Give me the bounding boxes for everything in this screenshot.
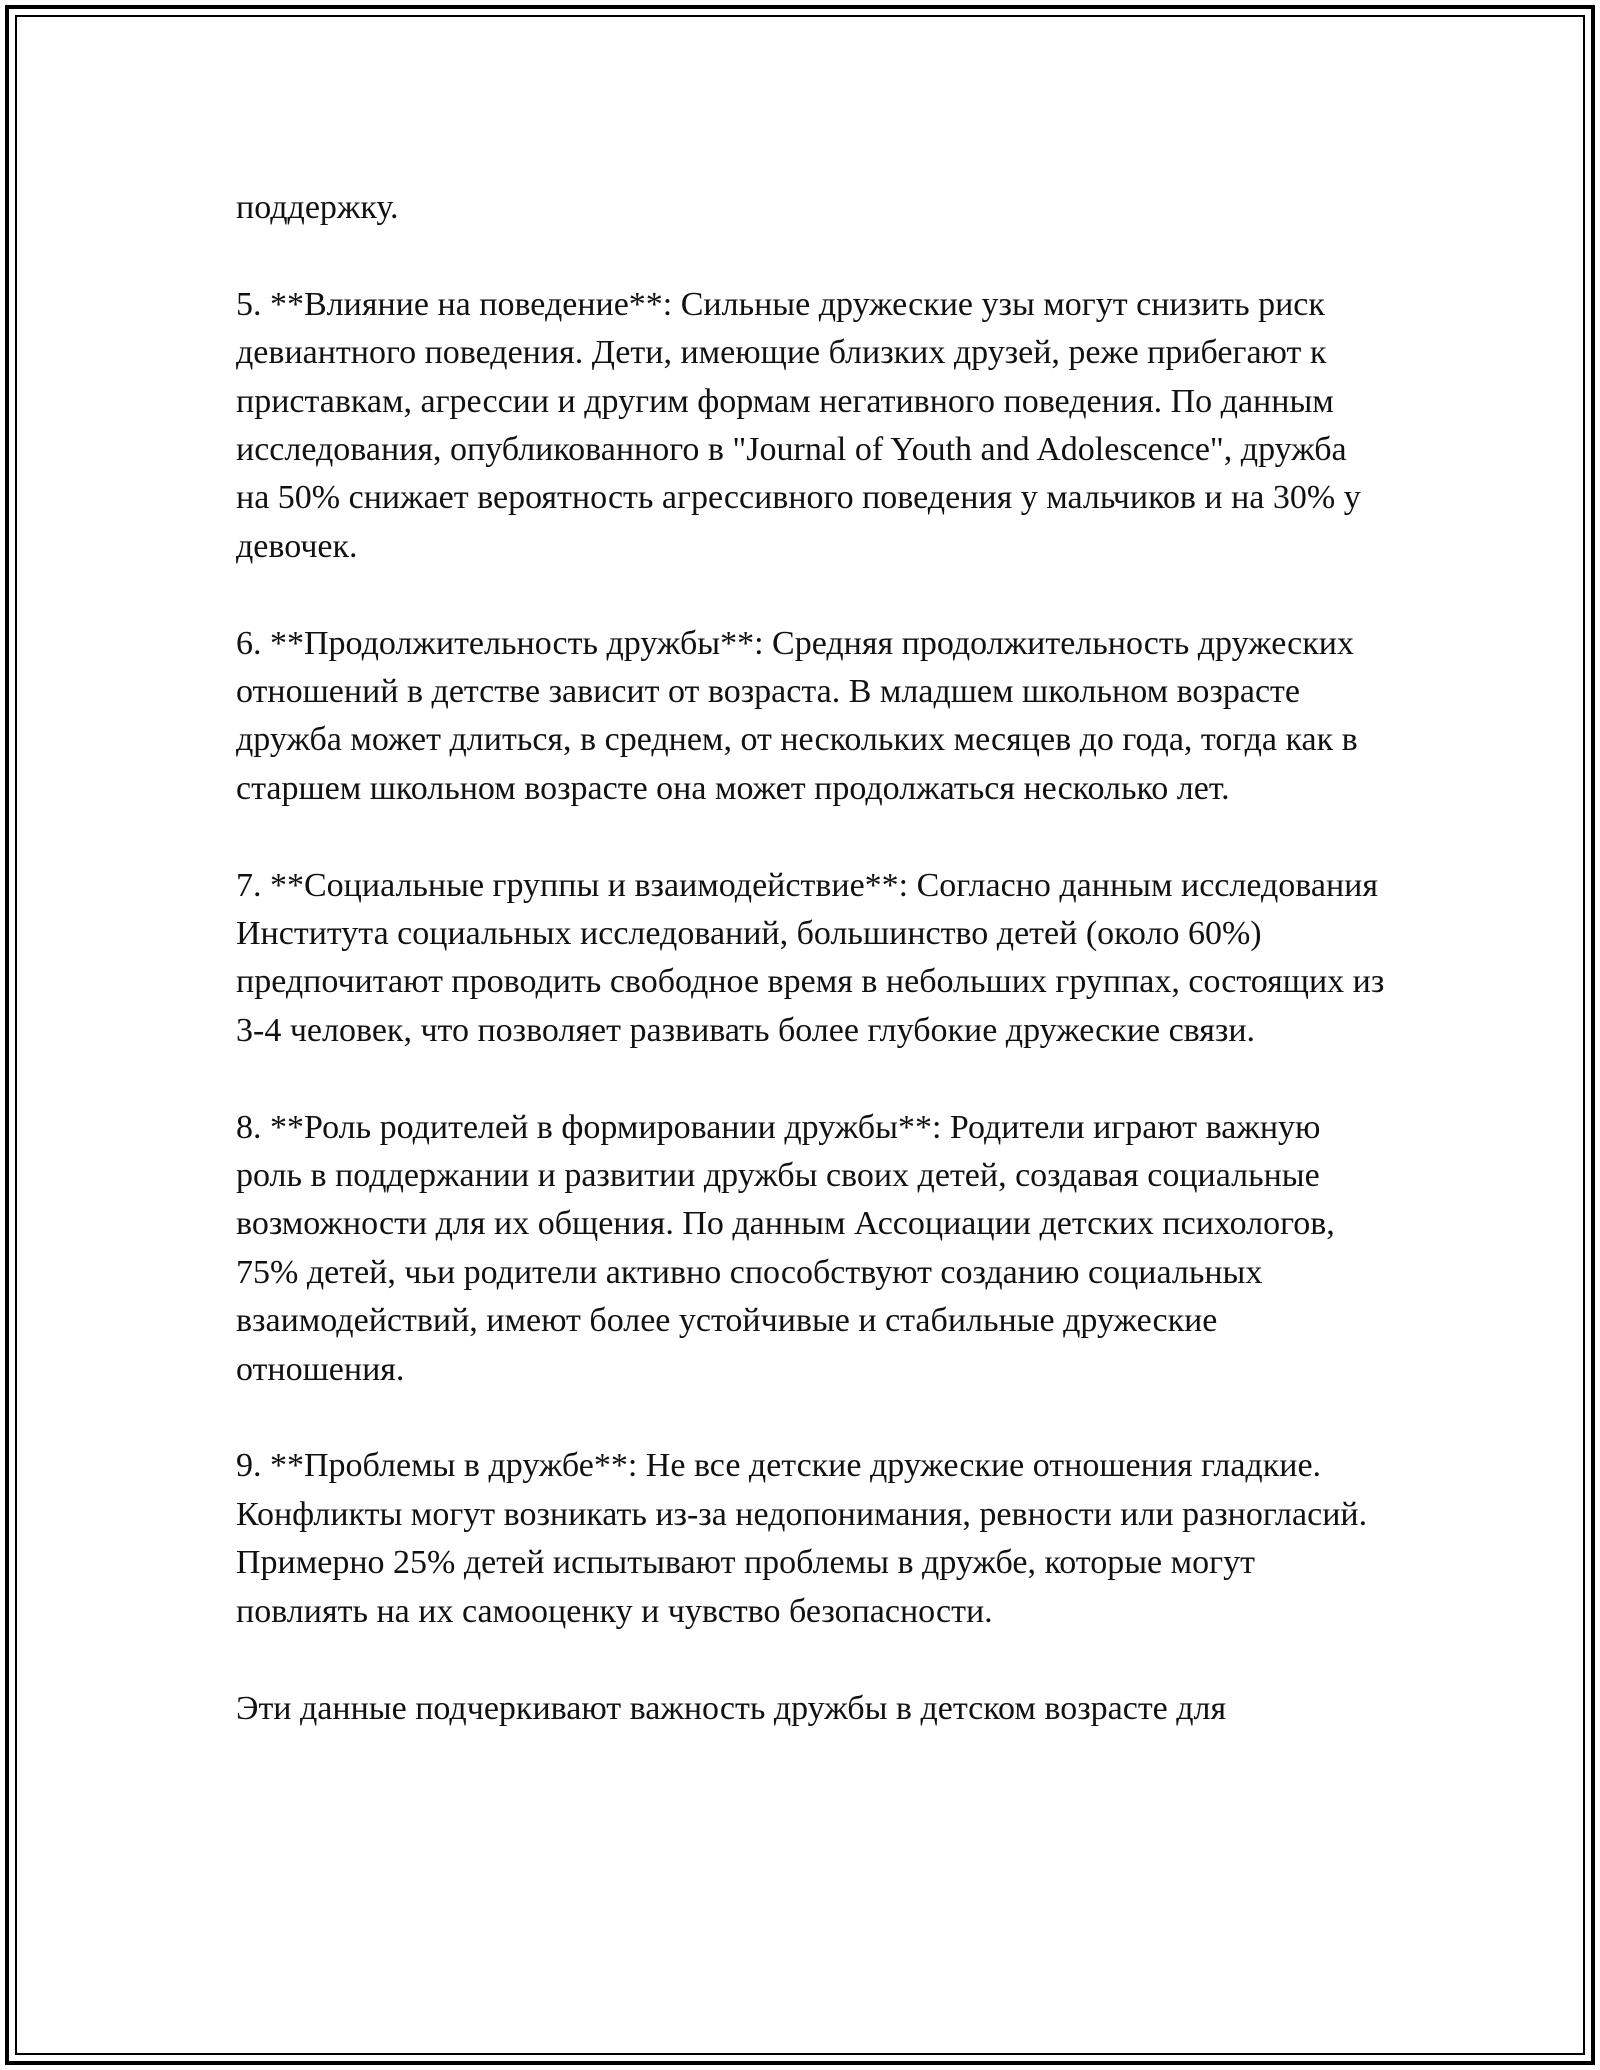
document-body [236, 184, 1386, 1733]
paragraph-item-6-duration: 6. **Продолжительность дружбы**: Средняя продолжительность дружеских отношений в детстве зависит от возраста. В младшем школьном возрасте дружба может длиться, в среднем, от нескольких месяцев до года, тогда как в старшем школьном возрасте она может продолжаться несколько лет. [236, 624, 1358, 807]
paragraph-item-8-parents-role: 8. **Роль родителей в формировании дружбы**: Родители играют важную роль в поддержании и развитии дружбы своих детей, создавая социальные возможности для их общения. По данным Ассоциации детских психологов, 75% детей, чьи родители активно способствуют созданию социальных взаимодействий, имеют более устойчивые и стабильные дружеские отношения. [236, 1108, 1335, 1388]
paragraph-continuation: поддержку. [236, 189, 399, 226]
paragraph-conclusion: Эти данные подчеркивают важность дружбы в детском возрасте для [236, 1689, 1227, 1727]
paragraph-item-5-behavior: 5. **Влияние на поведение**: Сильные дружеские узы могут снизить риск девиантного поведения. Дети, имеющие близких друзей, реже прибегают к приставкам, агрессии и другим формам негативного поведения. По данным исследования, опубликованного в "Journal of Youth and Adolescence", дружба на 50% снижает вероятность агрессивного поведения у мальчиков и на 30% у девочек. [236, 285, 1361, 565]
paragraph-item-7-social-groups: 7. **Социальные группы и взаимодействие**: Согласно данным исследования Института социальных исследований, большинство детей (около 60%) предпочитают проводить свободное время в небольших группах, состоящих из 3-4 человек, что позволяет развивать более глубокие дружеские связи. [236, 866, 1385, 1049]
paragraph-item-9-problems: 9. **Проблемы в дружбе**: Не все детские дружеские отношения гладкие. Конфликты могут возникать из-за недопонимания, ревности или разногласий. Примерно 25% детей испытывают проблемы в дружбе, которые могут повлиять на их самооценку и чувство безопасности. [236, 1447, 1368, 1630]
